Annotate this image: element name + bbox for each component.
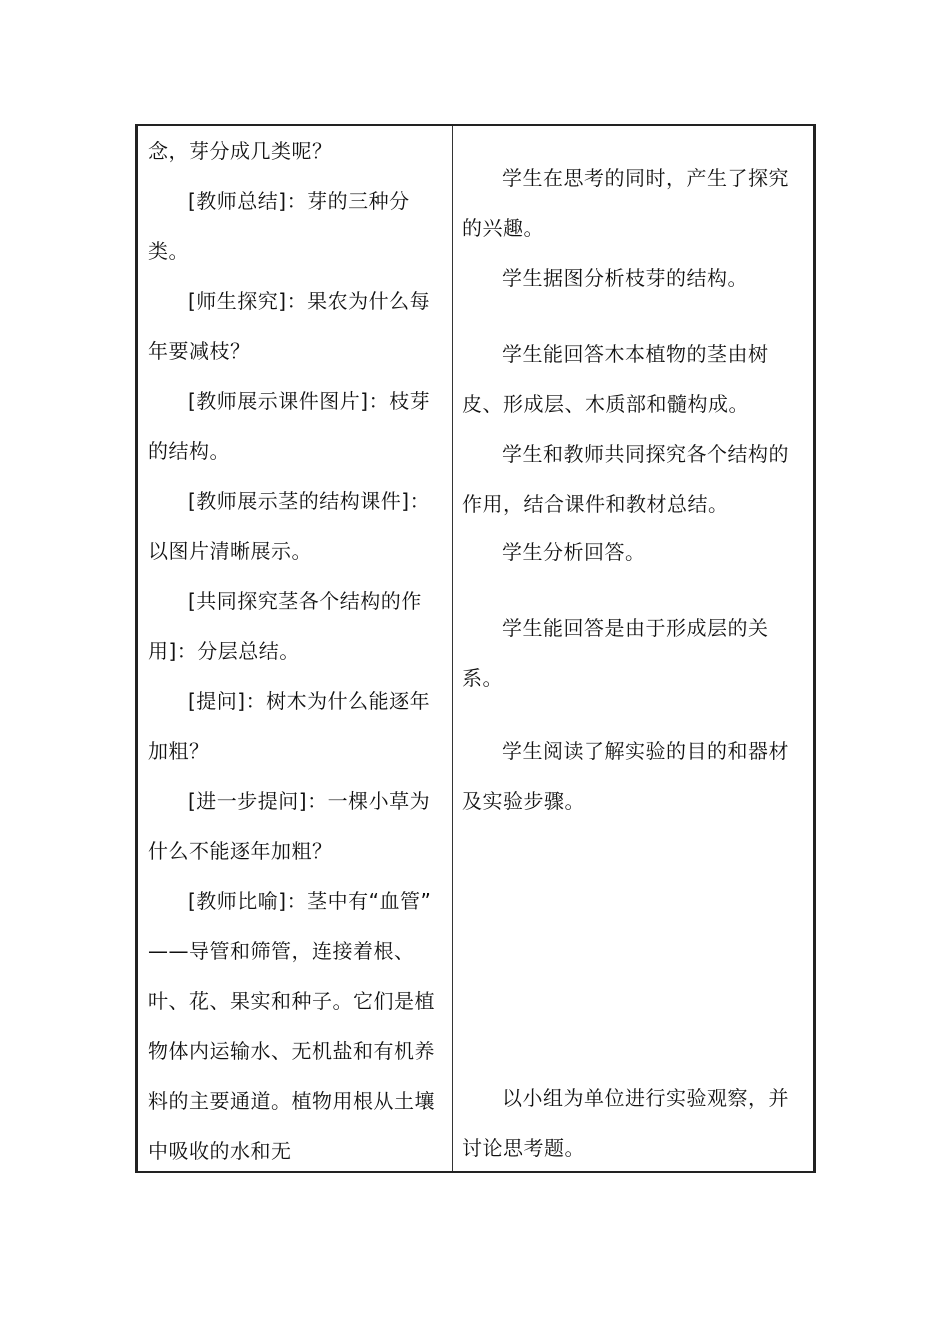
left-paragraph-2: [教师总结]：芽的三种分类。 — [148, 189, 410, 263]
right-paragraph-7: 学生阅读了解实验的目的和器材及实验步骤。 — [462, 739, 789, 813]
left-paragraph-7: [提问]：树木为什么能逐年加粗？ — [148, 689, 431, 763]
lesson-plan-table — [135, 124, 816, 1173]
right-paragraph-6: 学生能回答是由于形成层的关系。 — [462, 616, 769, 690]
right-paragraph-5: 学生分析回答。 — [502, 540, 646, 564]
teacher-activity-column — [148, 126, 444, 1176]
right-paragraph-8: 以小组为单位进行实验观察，并讨论思考题。 — [462, 1086, 789, 1160]
left-paragraph-8: [进一步提问]：一棵小草为什么不能逐年加粗？ — [148, 789, 431, 863]
left-paragraph-3: [师生探究]：果农为什么每年要减枝？ — [148, 289, 431, 363]
right-paragraph-2: 学生据图分析枝芽的结构。 — [502, 266, 748, 290]
right-paragraph-4: 学生和教师共同探究各个结构的作用，结合课件和教材总结。 — [462, 442, 789, 516]
right-paragraph-3: 学生能回答木本植物的茎由树皮、形成层、木质部和髓构成。 — [462, 342, 769, 416]
left-paragraph-6: [共同探究茎各个结构的作用]：分层总结。 — [148, 589, 422, 663]
left-paragraph-1: 念，芽分成几类呢？ — [148, 139, 333, 163]
right-paragraph-1: 学生在思考的同时，产生了探究的兴趣。 — [462, 166, 789, 240]
left-paragraph-4: [教师展示课件图片]：枝芽的结构。 — [148, 389, 431, 463]
column-divider — [452, 126, 453, 1171]
left-paragraph-5: [教师展示茎的结构课件]：以图片清晰展示。 — [148, 489, 431, 563]
left-paragraph-9: [教师比喻]：茎中有“血管” ——导管和筛管，连接着根、叶、花、果实和种子。它们是植物体内运输水、无机盐和有机养料的主要通道。植物用根从土壤中吸收的水和无 — [148, 889, 435, 1163]
